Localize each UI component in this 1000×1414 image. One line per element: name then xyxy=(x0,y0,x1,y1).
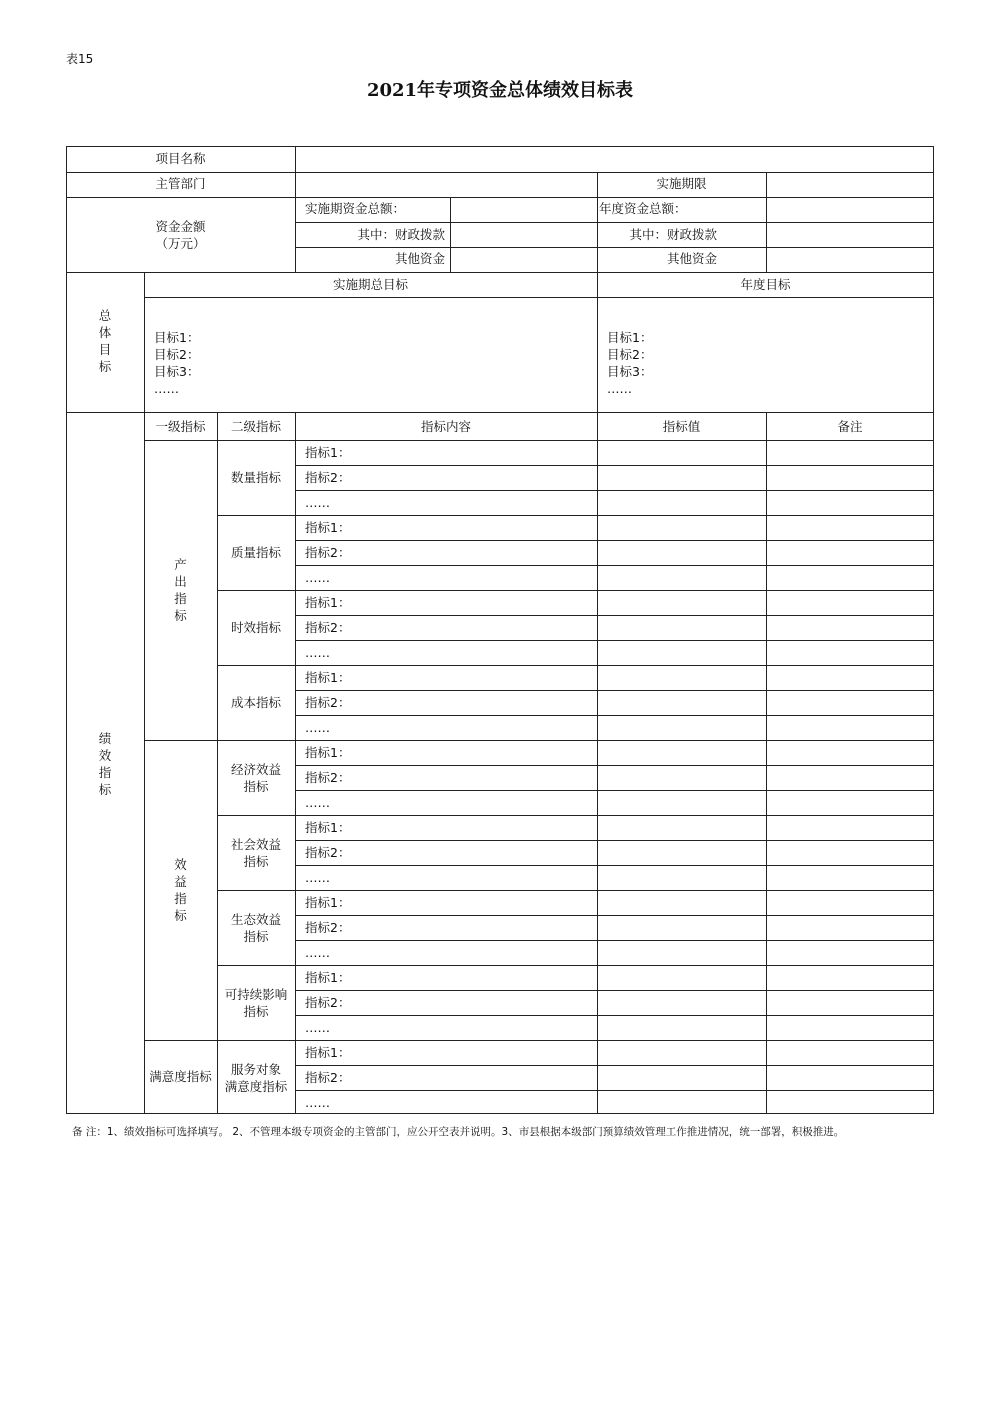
vertical-char: 出 xyxy=(174,574,187,589)
grid-line xyxy=(66,412,934,413)
grid-line xyxy=(295,940,934,941)
annual-goal-lines xyxy=(607,329,652,397)
grid-line xyxy=(217,665,934,666)
period-goal-lines xyxy=(154,329,199,397)
goal-line: 目标2： xyxy=(154,347,200,362)
grid-line xyxy=(295,1090,934,1091)
output-indicator-label xyxy=(144,556,217,624)
level1-header: 一级指标 xyxy=(155,419,206,434)
fiscal-label-1: 其中：财政拨款 xyxy=(357,227,445,242)
grid-line xyxy=(144,297,934,298)
goal-line: 目标1： xyxy=(607,330,653,345)
grid-line xyxy=(295,715,934,716)
vertical-char: 总 xyxy=(98,308,112,323)
footnote: 备 注：1、绩效指标可选择填写。 2、不管理本级专项资金的主管部门，应公开空表并说明。3、市县根据本级部门预算绩效管理工作推进情况，统一部署，积极推进。 xyxy=(72,1126,845,1138)
vertical-char: 标 xyxy=(98,359,112,374)
annual-goal-header: 年度目标 xyxy=(740,277,791,292)
indicator-item-3: …… xyxy=(305,1095,330,1110)
level2-label: 成本指标 xyxy=(230,695,281,710)
vertical-char: 效 xyxy=(98,748,112,763)
indicator-item-1: 指标1： xyxy=(305,820,351,835)
indicator-item-3: …… xyxy=(305,720,330,735)
grid-line xyxy=(295,490,934,491)
level2-label: 社会效益 xyxy=(230,837,281,852)
period-total-label: 实施期资金总额： xyxy=(305,201,406,216)
indicator-item-2: 指标2： xyxy=(305,995,351,1010)
goal-line: 目标2： xyxy=(607,347,653,362)
indicator-item-1: 指标1： xyxy=(305,445,351,460)
department-label: 主管部门 xyxy=(155,176,206,191)
grid-line xyxy=(217,590,934,591)
indicator-item-2: 指标2： xyxy=(305,1070,351,1085)
grid-line xyxy=(295,412,296,1114)
indicator-item-1: 指标1： xyxy=(305,970,351,985)
performance-label xyxy=(66,730,144,798)
level2-label: 指标 xyxy=(243,929,269,944)
funds-unit: （万元） xyxy=(155,236,206,251)
goal-line: …… xyxy=(607,381,632,396)
grid-line xyxy=(295,915,934,916)
grid-line xyxy=(295,615,934,616)
grid-line xyxy=(144,272,145,1114)
indicator-item-1: 指标1： xyxy=(305,595,351,610)
grid-line xyxy=(295,146,296,272)
content-header: 指标内容 xyxy=(420,419,471,434)
vertical-char: 益 xyxy=(174,874,187,889)
grid-line xyxy=(597,412,598,1114)
indicator-item-3: …… xyxy=(305,1020,330,1035)
indicator-item-2: 指标2： xyxy=(305,545,351,560)
indicator-item-3: …… xyxy=(305,945,330,960)
grid-line xyxy=(295,790,934,791)
level2-label: 可持续影响 xyxy=(224,987,288,1002)
vertical-char: 指 xyxy=(174,591,187,606)
vertical-char: 标 xyxy=(174,608,187,623)
indicator-item-2: 指标2： xyxy=(305,770,351,785)
grid-line xyxy=(295,640,934,641)
indicator-item-3: …… xyxy=(305,495,330,510)
vertical-char: 指 xyxy=(174,891,187,906)
vertical-char: 效 xyxy=(174,857,187,872)
vertical-char: 标 xyxy=(174,908,187,923)
period-goal-header: 实施期总目标 xyxy=(332,277,408,292)
grid-line xyxy=(66,272,934,273)
level2-label: 质量指标 xyxy=(230,545,281,560)
grid-line xyxy=(295,1015,934,1016)
table-number: 表15 xyxy=(66,52,94,66)
grid-line xyxy=(66,197,934,198)
project-name-label: 项目名称 xyxy=(155,151,206,166)
other-funds-label-2: 其他资金 xyxy=(666,251,717,266)
indicator-item-2: 指标2： xyxy=(305,920,351,935)
vertical-char: 指 xyxy=(98,765,112,780)
grid-line xyxy=(295,465,934,466)
indicator-item-2: 指标2： xyxy=(305,845,351,860)
grid-line xyxy=(217,890,934,891)
grid-line xyxy=(217,515,934,516)
grid-line xyxy=(295,690,934,691)
level2-label: 服务对象 xyxy=(230,1062,281,1077)
grid-line xyxy=(217,965,934,966)
indicator-item-2: 指标2： xyxy=(305,695,351,710)
grid-line xyxy=(295,540,934,541)
indicator-item-3: …… xyxy=(305,795,330,810)
value-header: 指标值 xyxy=(662,419,701,434)
grid-line xyxy=(217,815,934,816)
goal-line: 目标3： xyxy=(607,364,653,379)
period-label: 实施期限 xyxy=(656,176,707,191)
grid-line xyxy=(295,565,934,566)
page-title: 2021年专项资金总体绩效目标表 xyxy=(366,80,634,101)
annual-total-label: 年度资金总额： xyxy=(599,201,687,216)
grid-line xyxy=(597,172,598,272)
level2-label: 指标 xyxy=(243,1004,269,1019)
level2-label: 指标 xyxy=(243,779,269,794)
grid-line xyxy=(597,272,598,412)
level2-label: 满意度指标 xyxy=(224,1079,288,1094)
level2-header: 二级指标 xyxy=(230,419,281,434)
indicator-item-1: 指标1： xyxy=(305,670,351,685)
vertical-char: 体 xyxy=(98,325,112,340)
grid-line xyxy=(295,765,934,766)
grid-line xyxy=(66,172,934,173)
level2-label: 数量指标 xyxy=(230,470,281,485)
level2-label: 指标 xyxy=(243,854,269,869)
grid-line xyxy=(144,1040,934,1041)
vertical-char: 目 xyxy=(98,342,112,357)
indicator-item-1: 指标1： xyxy=(305,895,351,910)
vertical-char: 标 xyxy=(98,782,112,797)
remark-header: 备注 xyxy=(837,419,863,434)
goal-line: 目标1： xyxy=(154,330,200,345)
other-funds-label-1: 其他资金 xyxy=(394,251,445,266)
level2-label: 经济效益 xyxy=(230,762,281,777)
grid-line xyxy=(766,172,767,272)
grid-line xyxy=(295,1065,934,1066)
satisfaction-indicator-label: 满意度指标 xyxy=(149,1069,212,1084)
indicator-item-1: 指标1： xyxy=(305,520,351,535)
grid-line xyxy=(144,440,934,441)
indicator-item-2: 指标2： xyxy=(305,620,351,635)
indicator-item-3: …… xyxy=(305,870,330,885)
funds-label: 资金金额 xyxy=(155,219,206,234)
vertical-char: 产 xyxy=(174,557,187,572)
grid-line xyxy=(766,412,767,1114)
level2-label: 时效指标 xyxy=(230,620,281,635)
vertical-char: 绩 xyxy=(98,731,112,746)
grid-line xyxy=(144,740,934,741)
benefit-indicator-label xyxy=(144,856,217,924)
indicator-item-3: …… xyxy=(305,570,330,585)
indicator-item-2: 指标2： xyxy=(305,470,351,485)
indicator-item-1: 指标1： xyxy=(305,1045,351,1060)
fiscal-label-2: 其中：财政拨款 xyxy=(629,227,717,242)
overall-goal-label xyxy=(66,307,144,375)
level2-label: 生态效益 xyxy=(230,912,281,927)
grid-line xyxy=(295,865,934,866)
grid-line xyxy=(450,197,451,272)
grid-line xyxy=(295,840,934,841)
grid-line xyxy=(295,990,934,991)
grid-line xyxy=(295,247,934,248)
goal-line: …… xyxy=(154,381,179,396)
indicator-item-3: …… xyxy=(305,645,330,660)
grid-line xyxy=(295,222,934,223)
goal-line: 目标3： xyxy=(154,364,200,379)
indicator-item-1: 指标1： xyxy=(305,745,351,760)
